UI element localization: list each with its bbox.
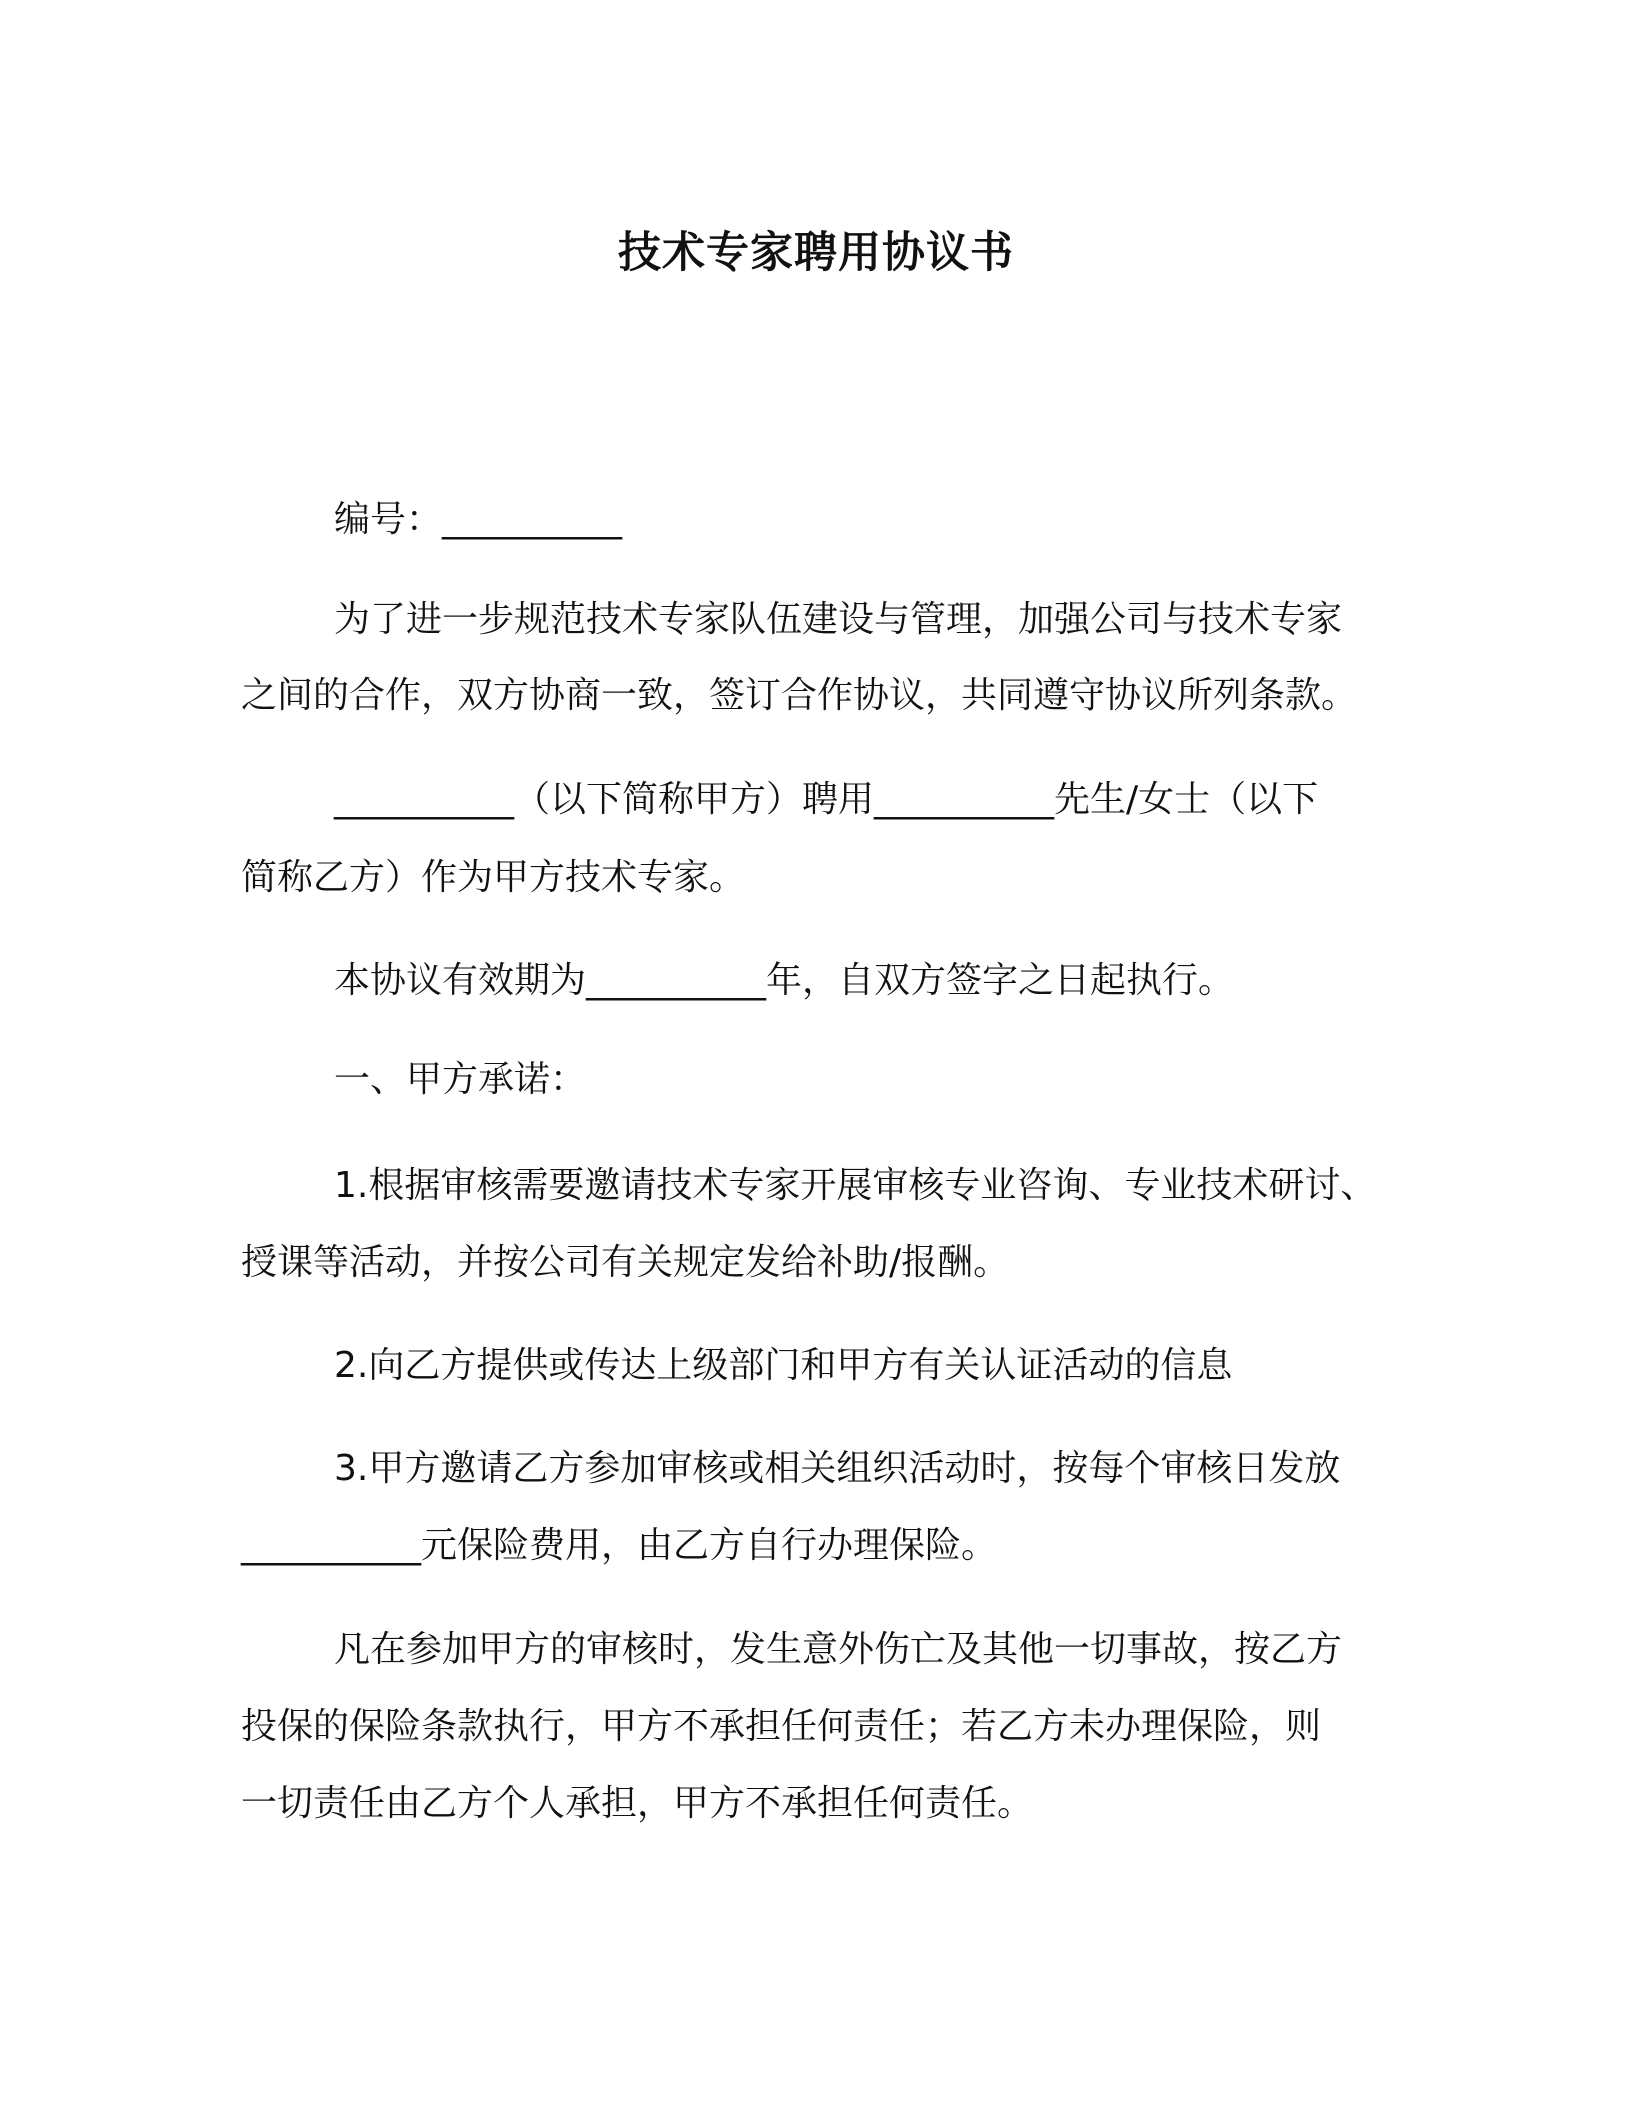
clause-3-line-1: 3.甲方邀请乙方参加审核或相关组织活动时，按每个审核日发放	[334, 1448, 1341, 1489]
clause-2: 2.向乙方提供或传达上级部门和甲方有关认证活动的信息	[334, 1345, 1233, 1386]
paragraph-purpose-line-1: 为了进一步规范技术专家队伍建设与管理，加强公司与技术专家	[334, 599, 1343, 640]
paragraph-liability-line-1: 凡在参加甲方的审核时，发生意外伤亡及其他一切事故，按乙方	[334, 1629, 1343, 1670]
clause-1-line-2: 授课等活动，并按公司有关规定发给补助/报酬。	[241, 1242, 1010, 1283]
paragraph-validity: 本协议有效期为__________年，自双方签字之日起执行。	[334, 960, 1235, 1001]
document-title: 技术专家聘用协议书	[618, 228, 1014, 278]
paragraph-purpose-line-2: 之间的合作，双方协商一致，签订合作协议，共同遵守协议所列条款。	[241, 675, 1358, 716]
section-heading-party-a: 一、甲方承诺：	[334, 1059, 587, 1100]
paragraph-liability-line-3: 一切责任由乙方个人承担，甲方不承担任何责任。	[241, 1783, 1034, 1824]
clause-1-line-1: 1.根据审核需要邀请技术专家开展审核专业咨询、专业技术研讨、	[334, 1165, 1377, 1206]
paragraph-parties-line-1: __________（以下简称甲方）聘用__________先生/女士（以下	[334, 779, 1319, 820]
serial-number-line: 编号：__________	[334, 499, 623, 540]
paragraph-liability-line-2: 投保的保险条款执行，甲方不承担任何责任；若乙方未办理保险，则	[241, 1706, 1322, 1747]
clause-3-line-2: __________元保险费用，由乙方自行办理保险。	[241, 1525, 998, 1566]
paragraph-parties-line-2: 简称乙方）作为甲方技术专家。	[241, 857, 746, 898]
